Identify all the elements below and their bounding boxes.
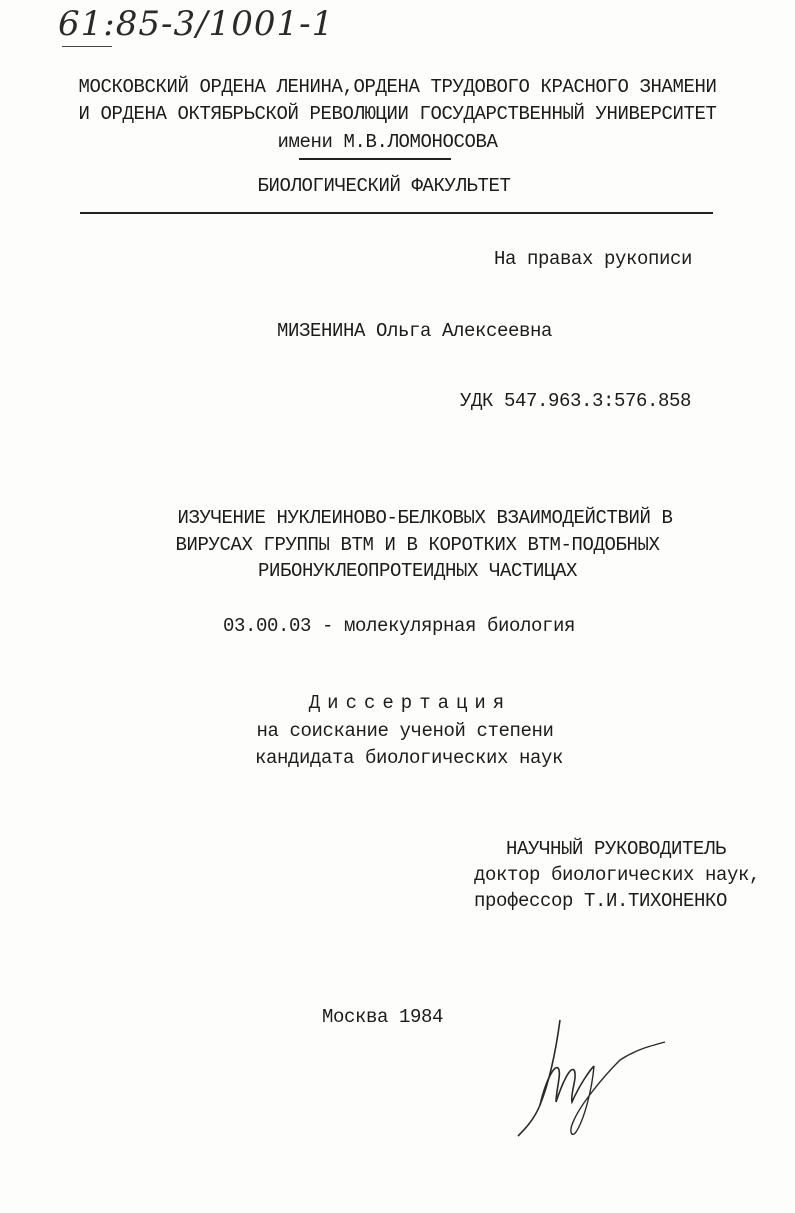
- institution-line-2: И ОРДЕНА ОКТЯБРЬСКОЙ РЕВОЛЮЦИИ ГОСУДАРСТВЕННЫЙ УНИВЕРСИТЕТ: [78, 103, 717, 125]
- place-year: Москва 1984: [322, 1006, 444, 1028]
- udc-code: УДК 547.963.3:576.858: [460, 390, 692, 412]
- degree-type: Диссертация: [308, 692, 512, 714]
- archive-code: 61:85-3/1001-1: [58, 4, 335, 44]
- institution-underline: [299, 158, 451, 160]
- specialty: 03.00.03 - молекулярная биология: [223, 615, 576, 637]
- title-line-1: ИЗУЧЕНИЕ НУКЛЕИНОВО-БЕЛКОВЫХ ВЗАИМОДЕЙСТВИЙ В: [177, 507, 673, 529]
- title-line-3: РИБОНУКЛЕОПРОТЕИДНЫХ ЧАСТИЦАХ: [257, 560, 578, 582]
- supervisor-role: НАУЧНЫЙ РУКОВОДИТЕЛЬ: [506, 838, 727, 860]
- archive-code-underline: [62, 46, 112, 47]
- supervisor-name: профессор Т.И.ТИХОНЕНКО: [474, 890, 728, 912]
- faculty: БИОЛОГИЧЕСКИЙ ФАКУЛЬТЕТ: [257, 175, 511, 197]
- signature: [510, 1010, 680, 1140]
- institution-line-3: имени М.В.ЛОМОНОСОВА: [277, 131, 498, 153]
- supervisor-title: доктор биологических наук,: [474, 864, 761, 886]
- degree-line-1: на соискание ученой степени: [256, 720, 554, 742]
- author-name: МИЗЕНИНА Ольга Алексеевна: [277, 320, 553, 342]
- degree-line-2: кандидата биологических наук: [254, 747, 564, 769]
- header-rule: [80, 212, 713, 214]
- institution-line-1: МОСКОВСКИЙ ОРДЕНА ЛЕНИНА,ОРДЕНА ТРУДОВОГО КРАСНОГО ЗНАМЕНИ: [78, 76, 717, 98]
- title-line-2: ВИРУСАХ ГРУППЫ ВТМ И В КОРОТКИХ ВТМ-ПОДОБНЫХ: [175, 534, 660, 556]
- manuscript-note: На правах рукописи: [494, 248, 693, 270]
